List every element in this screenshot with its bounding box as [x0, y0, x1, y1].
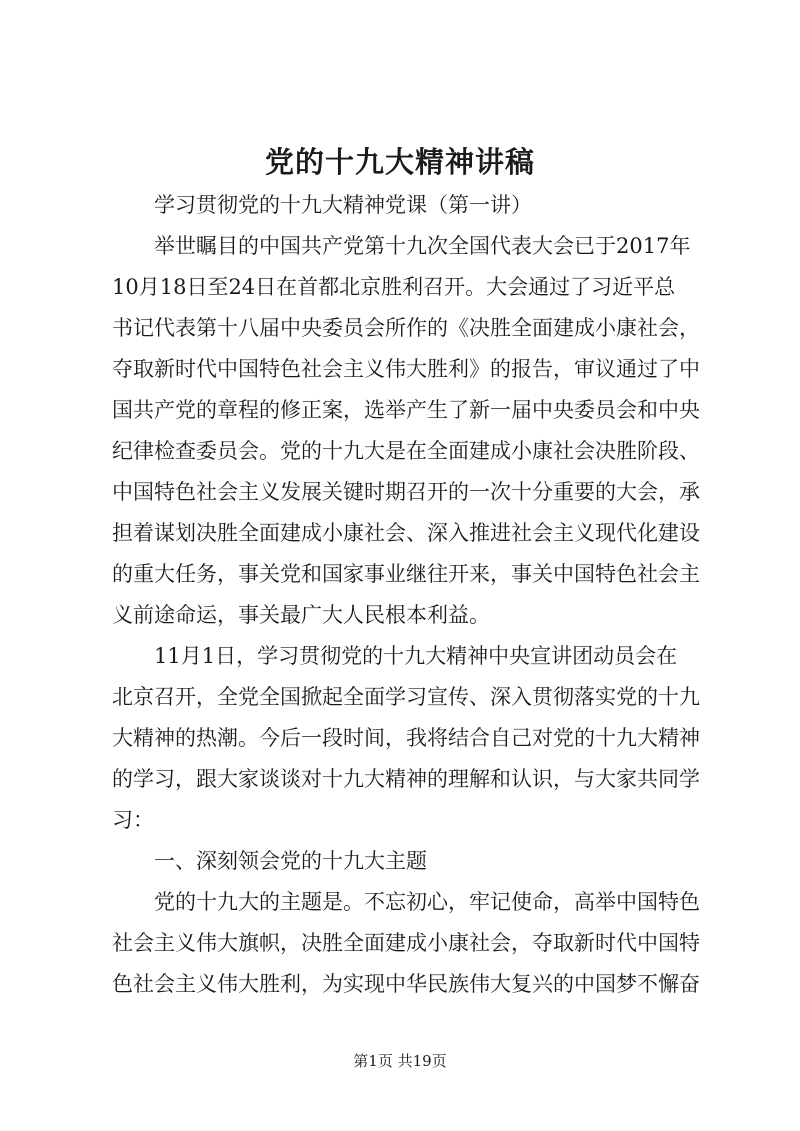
paragraph-1-line: 纪律检查委员会。党的十九大是在全面建成小康社会决胜阶段、 [112, 439, 700, 463]
paragraph-1-line: 担着谋划决胜全面建成小康社会、深入推进社会主义现代化建设 [112, 521, 700, 545]
paragraph-1-line: 中国特色社会主义发展关键时期召开的一次十分重要的大会，承 [112, 480, 700, 504]
paragraph-1-line: 的重大任务，事关党和国家事业继往开来，事关中国特色社会主 [112, 562, 700, 586]
paragraph-1-line: 10月18日至24日在首都北京胜利召开。大会通过了习近平总 [112, 275, 676, 299]
paragraph-1-line: 书记代表第十八届中央委员会所作的《决胜全面建成小康社会， [112, 316, 700, 340]
document-title: 党的十九大精神讲稿 [264, 145, 535, 179]
paragraph-2-line: 大精神的热潮。今后一段时间，我将结合自己对党的十九大精神 [112, 726, 700, 750]
paragraph-3-line: 党的十九大的主题是。不忘初心，牢记使命，高举中国特色 [154, 890, 700, 914]
paragraph-3-line: 社会主义伟大旗帜，决胜全面建成小康社会，夺取新时代中国特 [112, 931, 700, 955]
section-heading: 一、深刻领会党的十九大主题 [154, 849, 427, 873]
paragraph-2-line: 习： [112, 808, 154, 832]
paragraph-2-line: 11月1日，学习贯彻党的十九大精神中央宣讲团动员会在 [154, 644, 678, 668]
paragraph-3-line: 色社会主义伟大胜利，为实现中华民族伟大复兴的中国梦不懈奋 [112, 972, 700, 996]
paragraph-1-line: 举世瞩目的中国共产党第十九次全国代表大会已于2017年 [154, 234, 691, 258]
subtitle: 学习贯彻党的十九大精神党课（第一讲） [154, 193, 532, 217]
paragraph-1-line: 夺取新时代中国特色社会主义伟大胜利》的报告，审议通过了中 [112, 357, 700, 381]
paragraph-2-line: 北京召开，全党全国掀起全面学习宣传、深入贯彻落实党的十九 [112, 685, 700, 709]
paragraph-1-line: 国共产党的章程的修正案，选举产生了新一届中央委员会和中央 [112, 398, 700, 422]
paragraph-1-line: 义前途命运，事关最广大人民根本利益。 [112, 603, 490, 627]
page-indicator: 第1页 共19页 [353, 1052, 447, 1070]
paragraph-2-line: 的学习，跟大家谈谈对十九大精神的理解和认识，与大家共同学 [112, 767, 700, 791]
